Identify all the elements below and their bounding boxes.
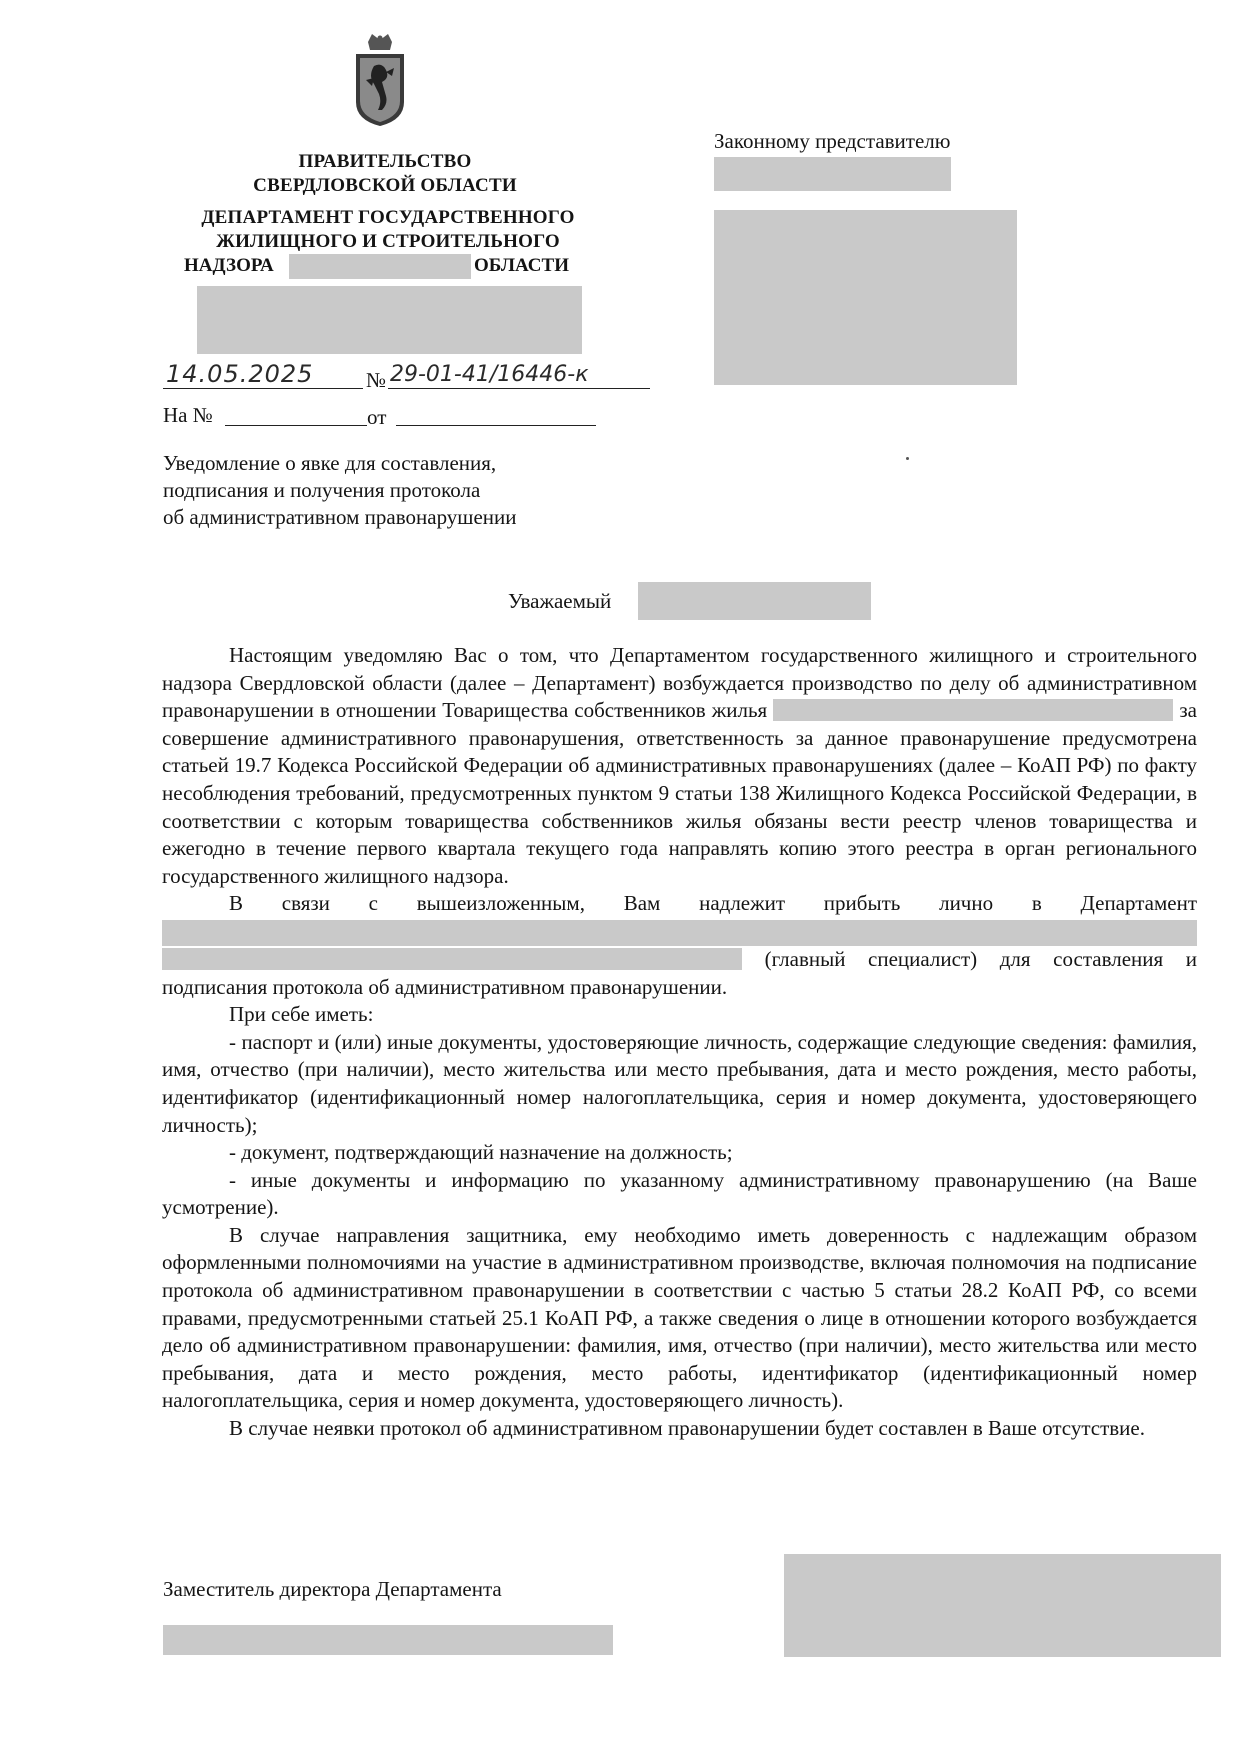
paragraph-5: - документ, подтверждающий назначение на должность; <box>229 1140 733 1165</box>
redacted-specialist-name <box>162 948 742 970</box>
reference-number-line <box>225 425 367 426</box>
redacted-meeting-details <box>162 920 1197 946</box>
dept-line-3-start: НАДЗОРА <box>184 255 274 276</box>
letter-body <box>162 642 1197 1443</box>
registration-number-sign: № <box>366 368 387 392</box>
subject <box>163 450 517 531</box>
paragraph-1-end: за совершение административного правонарушения, ответственность за данное правонарушение предусмотрена статьей 19.7 Кодекса Российской Федерации об административных правонарушениях (далее – КоАП РФ) по факту несоблюдения требований, предусмотренных пунктом 9 статьи 138 Жилищного Кодекса Российской Федерации, в соответствии с которым товарищества собственников жилья обязаны вести реестр членов товарищества и ежегодно в течение первого квартала текущего года направлять копию этого реестра в орган регионального государственного жилищного надзора. <box>162 698 1197 888</box>
paragraph-2-cont <box>162 946 1197 1001</box>
paragraph-6: - иные документы и информацию по указанному административному правонарушению (на Ваше усмотрение). <box>162 1167 1197 1220</box>
government-title <box>210 150 560 198</box>
registration-number: 29-01-41/16446-к <box>390 362 589 387</box>
redacted-recipient-name <box>638 582 871 620</box>
registration-date-underline <box>163 388 363 389</box>
dept-line-1: ДЕПАРТАМЕНТ ГОСУДАРСТВЕННОГО <box>201 207 575 228</box>
redacted-signatory-name <box>163 1625 613 1655</box>
paragraph-7: В случае направления защитника, ему необходимо иметь доверенность с надлежащим образом оформленными полномочиями на участие в административном производстве, включая полномочия на подписание протокола об административном правонарушении в соответствии с частью 5 статьи 28.2 КоАП РФ, со всеми правами, предусмотренными статьей 25.1 КоАП РФ, а также сведения о лице в отношении которого возбуждается дело об административном правонарушении: фамилия, имя, отчество (при наличии), место жительства или место пребывания, дата и место рождения, место работы, идентификатор (идентификационный номер налогоплательщика, серия и номер документа, удостоверяющего личность). <box>162 1222 1197 1413</box>
salutation: Уважаемый <box>508 589 612 613</box>
redacted-hoa-name <box>773 699 1173 721</box>
redacted-addressee-name <box>714 157 951 191</box>
department-title <box>168 206 608 254</box>
paragraph-3: При себе иметь: <box>229 1002 374 1027</box>
paragraph-1-start: Настоящим уведомляю Вас о том, что Департаментом государственного жилищного и строительного надзора Свердловской области (далее – Департамент) возбуждается производство по делу об административном правонарушении в отношении Товарищества собственников жилья <box>162 643 1197 723</box>
paragraph-8: В случае неявки протокол об административном правонарушении будет составлен в Ваше отсутствие. <box>229 1416 1145 1441</box>
coat-of-arms-icon <box>352 32 408 128</box>
redacted-region-name <box>289 254 471 279</box>
scan-speck <box>906 457 909 460</box>
paragraph-1 <box>162 642 1197 890</box>
subject-line-2: подписания и получения протокола <box>163 478 481 502</box>
dept-line-2: ЖИЛИЩНОГО И СТРОИТЕЛЬНОГО <box>216 231 560 252</box>
subject-line-1: Уведомление о явке для составления, <box>163 451 497 475</box>
registration-number-underline <box>388 388 650 389</box>
addressee-label: Законному представителю <box>714 129 951 153</box>
subject-line-3: об административном правонарушении <box>163 505 517 529</box>
paragraph-4: - паспорт и (или) иные документы, удостоверяющие личность, содержащие следующие сведения: фамилия, имя, отчество (при наличии), место жительства или место пребывания, дата и место рождения, место работы, идентификатор (идентификационный номер налогоплательщика, серия и номер документа, удостоверяющего личность); <box>162 1029 1197 1137</box>
reference-date-line <box>396 425 596 426</box>
paragraph-2: В связи с вышеизложенным, Вам надлежит прибыть лично в Департамент <box>229 891 1197 916</box>
gov-line-2: СВЕРДЛОВСКОЙ ОБЛАСТИ <box>253 175 517 196</box>
redacted-addressee-address <box>714 210 1017 385</box>
gov-line-1: ПРАВИТЕЛЬСТВО <box>298 151 472 172</box>
redacted-signature <box>784 1554 1221 1657</box>
reference-label: На № <box>163 403 213 427</box>
reference-from-label: от <box>367 405 387 429</box>
signatory-position: Заместитель директора Департамента <box>163 1577 502 1601</box>
paragraph-2-end: (главный специалист) для составления и подписания протокола об административном правонарушении. <box>162 946 1198 999</box>
dept-line-3-end: ОБЛАСТИ <box>474 255 569 276</box>
redacted-department-address <box>197 286 582 354</box>
registration-date: 14.05.2025 <box>166 360 314 388</box>
